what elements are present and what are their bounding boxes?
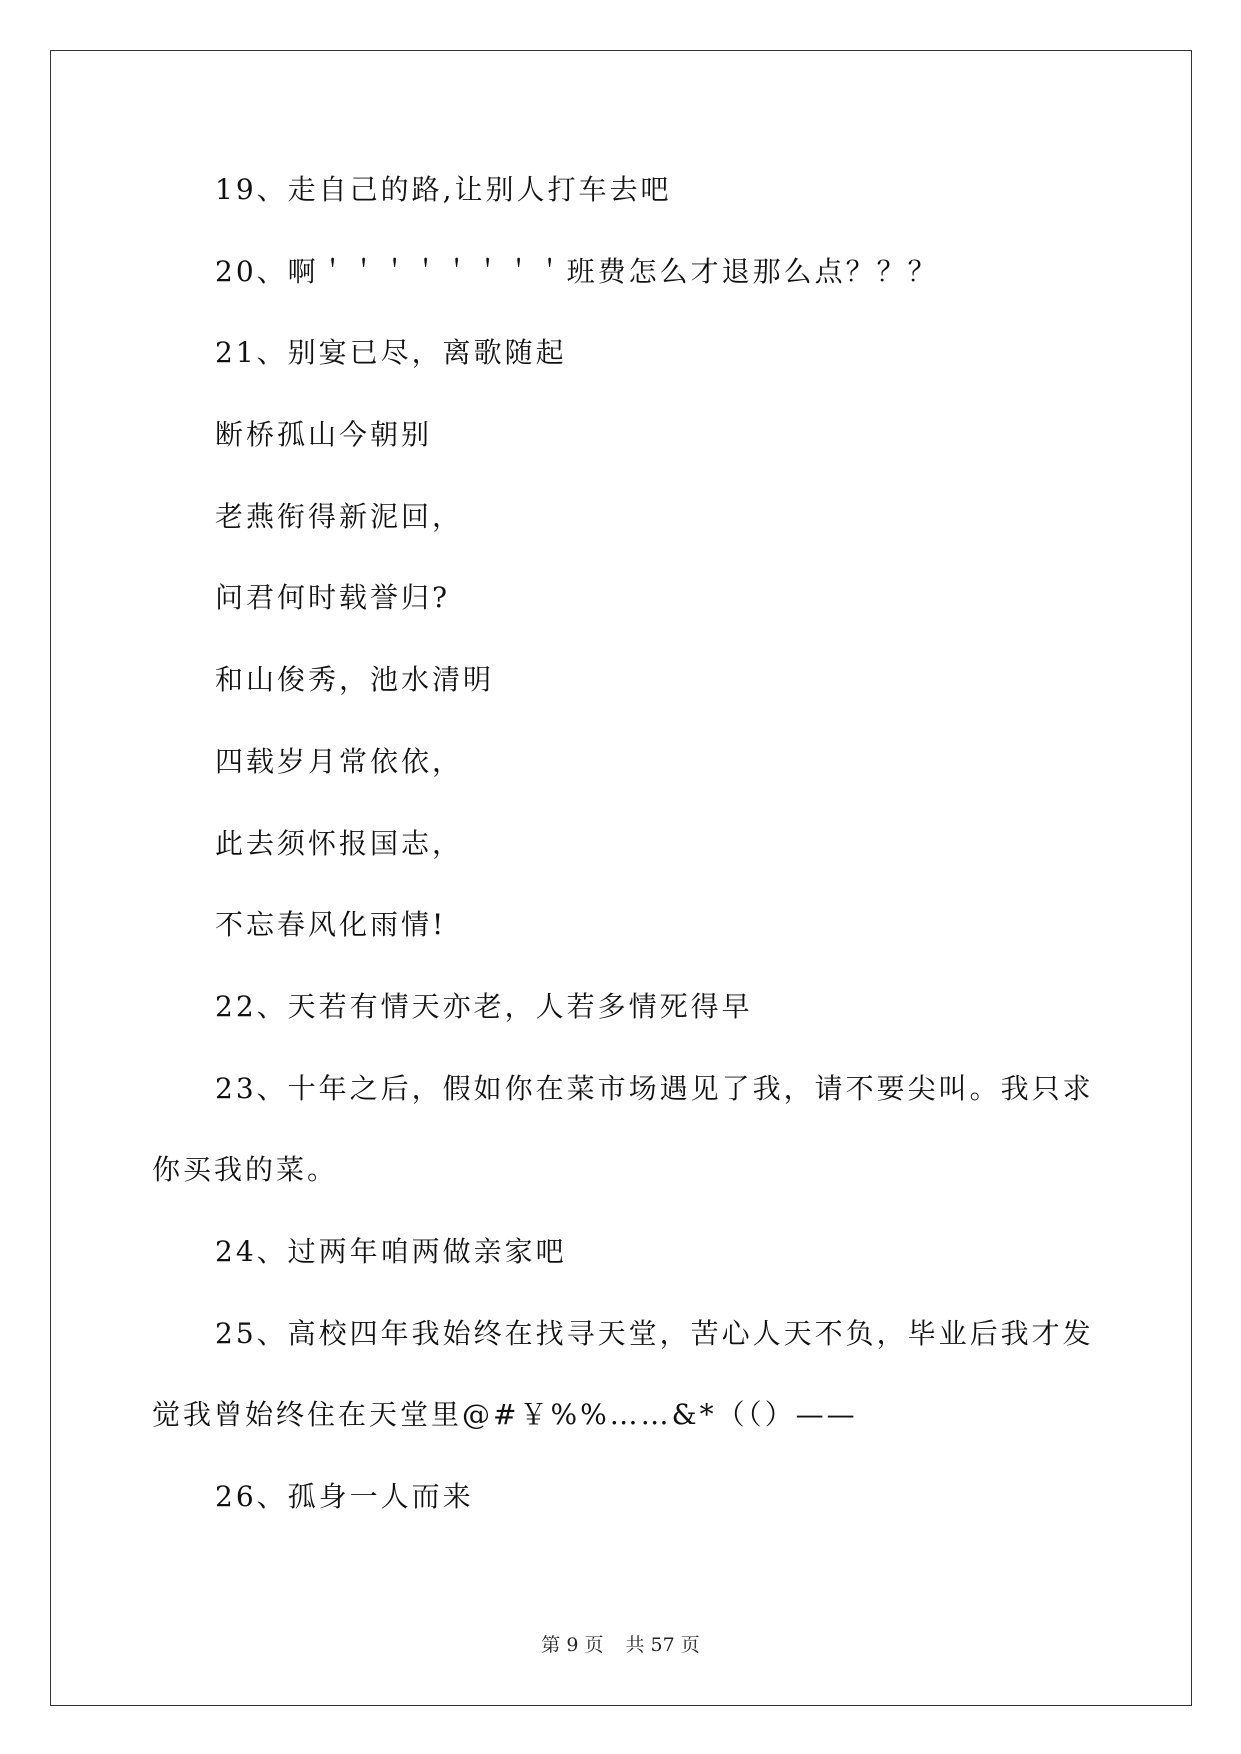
- text-line: 和山俊秀，池水清明: [215, 663, 495, 697]
- text-line: 20、啊＇＇＇＇＇＇＇＇班费怎么才退那么点？？？: [215, 254, 939, 288]
- page-total: 共 57 页: [625, 1634, 700, 1656]
- text-line: 问君何时载誉归?: [215, 581, 451, 615]
- text-line: 觉我曾始终住在天堂里@#￥%%……&*（（）——: [152, 1398, 858, 1432]
- text-line: 老燕衔得新泥回，: [215, 499, 464, 533]
- text-line: 24、过两年咱两做亲家吧: [215, 1234, 567, 1268]
- text-line: 断桥孤山今朝别: [215, 418, 433, 452]
- text-line: 四载岁月常依依，: [215, 744, 464, 778]
- text-line: 21、别宴已尽，离歌随起: [215, 336, 567, 370]
- page-number: 第 9 页: [541, 1634, 604, 1656]
- text-line: 不忘春风化雨情!: [215, 908, 447, 942]
- text-line: 23、十年之后，假如你在菜市场遇见了我，请不要尖叫。我只求: [215, 1071, 1094, 1105]
- document-body: [152, 160, 1092, 1549]
- text-line: 22、天若有情天亦老，人若多情死得早: [215, 989, 753, 1023]
- text-line: 25、高校四年我始终在找寻天堂，苦心人天不负，毕业后我才发: [215, 1316, 1094, 1350]
- page-footer: [0, 1630, 1241, 1657]
- text-line: 此去须怀报国志，: [215, 826, 464, 860]
- text-line: 你买我的菜。: [152, 1153, 339, 1187]
- text-line: 19、走自己的路,让别人打车去吧: [215, 173, 672, 206]
- text-line: 26、孤身一人而来: [215, 1480, 474, 1513]
